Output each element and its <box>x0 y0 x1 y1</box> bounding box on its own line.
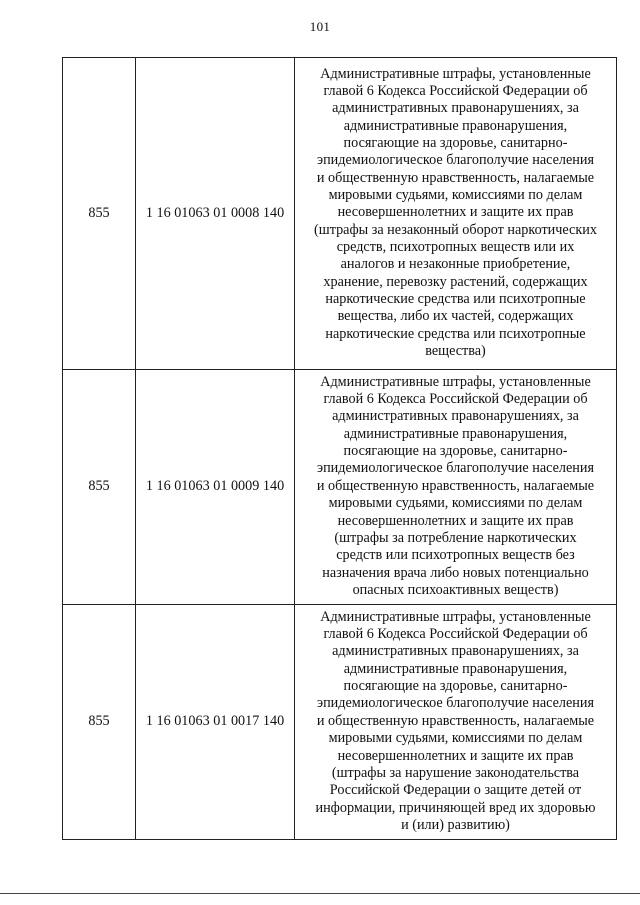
admin-code-cell: 855 <box>63 370 136 605</box>
description-line: наркотические средства или психотропные <box>325 291 586 308</box>
description-line: административные правонарушения, <box>343 660 568 677</box>
description-line: главой 6 Кодекса Российской Федерации об <box>323 626 588 643</box>
description-cell <box>295 58 617 370</box>
description-line: эпидемиологическое благополучие населения <box>316 152 594 169</box>
table-row <box>63 605 617 840</box>
description-line: и общественную нравственность, налагаемые <box>316 169 595 186</box>
description-line: административных правонарушениях, за <box>332 408 579 425</box>
description-cell <box>295 605 617 840</box>
description-line: посягающие на здоровье, санитарно- <box>343 134 568 151</box>
description-line: несовершеннолетних и защите их прав <box>337 747 574 764</box>
description-line: аналогов и незаконные приобретение, <box>340 256 571 273</box>
admin-code-cell: 855 <box>63 58 136 370</box>
description-line: вещества, либо их частей, содержащих <box>337 308 574 325</box>
description-line: средств, психотропных веществ или их <box>336 239 575 256</box>
kbk-code-cell: 1 16 01063 01 0009 140 <box>136 370 295 605</box>
description-line: административные правонарушения, <box>343 117 568 134</box>
description-line: информации, причиняющей вред их здоровью <box>315 799 596 816</box>
description-line: (штрафы за незаконный оборот наркотических <box>314 221 597 238</box>
description-line: административные правонарушения, <box>343 425 568 442</box>
description-line: Российской Федерации о защите детей от <box>329 782 582 799</box>
description-line: Административные штрафы, установленные <box>320 373 591 390</box>
description-line: опасных психоактивных веществ) <box>352 581 559 598</box>
description-line: хранение, перевозку растений, содержащих <box>323 273 588 290</box>
description-line: Административные штрафы, установленные <box>320 65 591 82</box>
page-number: 101 <box>309 19 331 34</box>
description-line: мировыми судьями, комиссиями по делам <box>328 495 583 512</box>
admin-code-cell: 855 <box>63 605 136 840</box>
description-line: средств или психотропных веществ без <box>336 547 575 564</box>
description-line: и общественную нравственность, налагаемые <box>316 712 595 729</box>
description-line: эпидемиологическое благополучие населения <box>316 460 594 477</box>
description-line: эпидемиологическое благополучие населения <box>316 695 594 712</box>
page-bottom-divider <box>0 893 640 894</box>
description-line: административных правонарушениях, за <box>332 100 579 117</box>
description-line: и (или) развитию) <box>401 816 510 833</box>
description-line: назначения врача либо новых потенциально <box>322 564 589 581</box>
description-line: посягающие на здоровье, санитарно- <box>343 443 568 460</box>
description-line: главой 6 Кодекса Российской Федерации об <box>323 82 588 99</box>
description-line: несовершеннолетних и защите их прав <box>337 512 574 529</box>
table-row <box>63 370 617 605</box>
description-line: (штрафы за нарушение законодательства <box>331 764 580 781</box>
description-line: вещества) <box>425 343 486 360</box>
description-line: несовершеннолетних и защите их прав <box>337 204 574 221</box>
description-line: (штрафы за потребление наркотических <box>334 529 577 546</box>
kbk-code-cell: 1 16 01063 01 0008 140 <box>136 58 295 370</box>
description-line: Административные штрафы, установленные <box>320 608 591 625</box>
kbk-code-cell: 1 16 01063 01 0017 140 <box>136 605 295 840</box>
description-line: мировыми судьями, комиссиями по делам <box>328 186 583 203</box>
description-line: и общественную нравственность, налагаемые <box>316 477 595 494</box>
description-line: наркотические средства или психотропные <box>325 325 586 342</box>
description-line: посягающие на здоровье, санитарно- <box>343 678 568 695</box>
description-line: мировыми судьями, комиссиями по делам <box>328 730 583 747</box>
budget-classification-table <box>62 57 617 840</box>
table-row <box>63 58 617 370</box>
description-cell <box>295 370 617 605</box>
description-line: главой 6 Кодекса Российской Федерации об <box>323 391 588 408</box>
description-line: административных правонарушениях, за <box>332 643 579 660</box>
